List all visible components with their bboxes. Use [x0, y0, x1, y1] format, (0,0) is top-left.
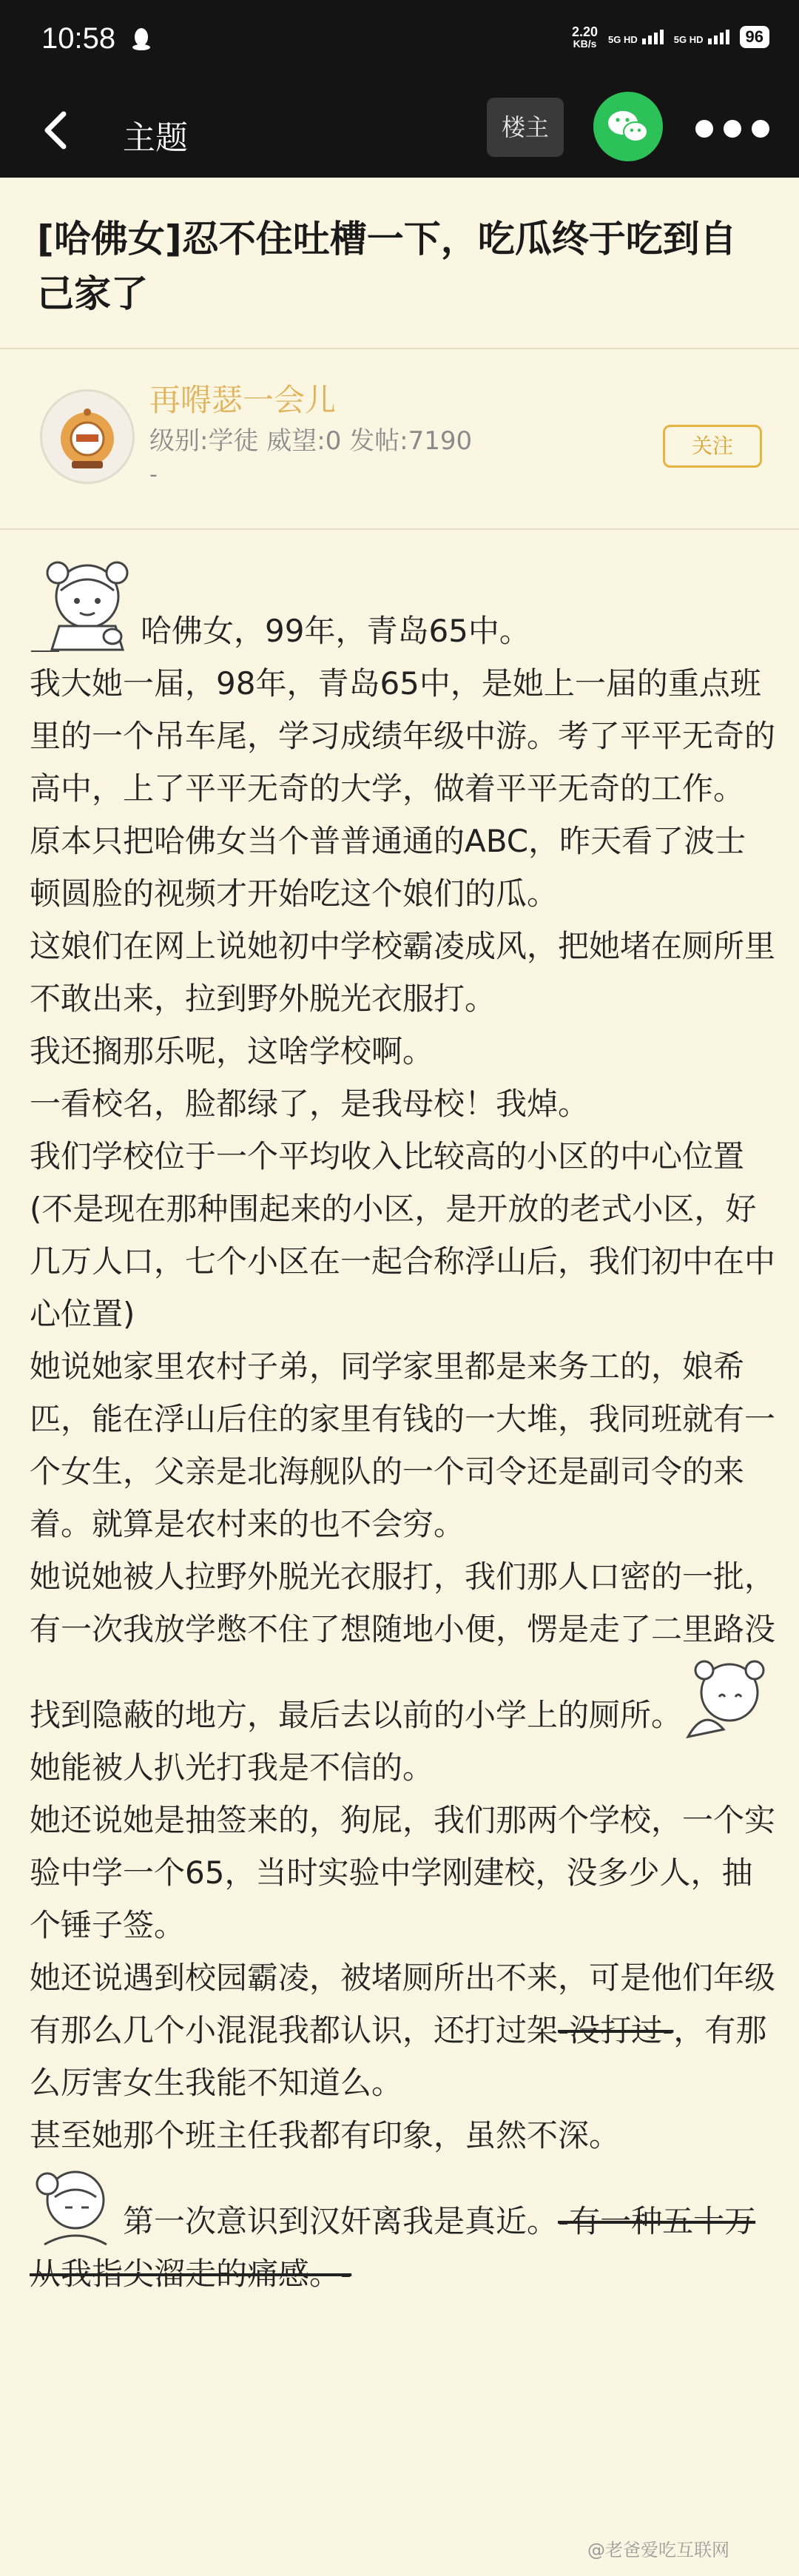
wechat-share-button[interactable] — [593, 92, 663, 161]
follow-button[interactable]: 关注 — [663, 425, 762, 468]
strikethrough-text: -有一种五十万从我指尖溜走的痛感。- — [30, 2203, 756, 2292]
strikethrough-text: -没打过- — [558, 2012, 674, 2048]
post-title: [哈佛女]忍不住吐槽一下，吃瓜终于吃到自己家了 — [37, 218, 737, 315]
network-speed: 2.20 KB/s — [572, 24, 599, 50]
paragraph: 这娘们在网上说她初中学校霸凌成风，把她堵在厕所里不敢出来，拉到野外脱光衣服打。 — [30, 928, 776, 1017]
battery-icon: 96 — [740, 26, 769, 48]
qq-penguin-icon — [132, 27, 151, 50]
status-time: 10:58 — [41, 22, 116, 55]
diver-girl-sticker-icon — [30, 2162, 123, 2247]
paragraph: 她还说遇到校园霸凌，被堵厕所出不来，可是他们年级有那么几个小混混我都认识，还打过架-没打过-，有那么厉害女生我能不知道么。 — [30, 1960, 776, 2101]
paragraph: 她说她被人拉野外脱光衣服打，我们那人口密的一批，有一次我放学憋不住了想随地小便，愣是走了二里路没找到隐蔽的地方，最后去以前的小学上的厕所。她能被人扒光打我是不信的。 — [30, 1558, 776, 1786]
nav-bar — [0, 81, 799, 178]
fan-girl-sticker-icon — [682, 1655, 775, 1741]
status-bar — [0, 0, 799, 81]
paragraph: 哈佛女，99年，青岛65中。 — [30, 554, 777, 657]
paragraph: 她说她家里农村子弟，同学家里都是来务工的，娘希匹，能在浮山后住的家里有钱的一大堆，我同班就有一个女生，父亲是北海舰队的一个司令还是副司令的来着。就算是农村来的也不会穷。 — [30, 1348, 776, 1542]
paragraph: 她还说她是抽签来的，狗屁，我们那两个学校，一个实验中学一个65，当时实验中学刚建校，没多少人，抽个锤子签。 — [30, 1802, 776, 1943]
paragraph: 原本只把哈佛女当个普普通通的ABC，昨天看了波士顿圆脸的视频才开始吃这个娘们的瓜。 — [30, 823, 746, 912]
signal-strength-icon-2: 5G HD — [674, 30, 729, 44]
author-name[interactable]: 再嘚瑟一会儿 — [149, 382, 337, 418]
wechat-icon — [593, 92, 663, 161]
paragraph: 第一次意识到汉奸离我是真近。-有一种五十万从我指尖溜走的痛感。- — [30, 2162, 777, 2300]
divider — [0, 528, 799, 530]
post-content — [30, 554, 777, 2300]
paragraph: 甚至她那个班主任我都有印象，虽然不深。 — [30, 2117, 621, 2153]
nav-title: 主题 — [123, 119, 188, 157]
watermark: @老爸爱吃互联网 — [587, 2540, 729, 2560]
avatar[interactable] — [40, 389, 135, 484]
diving-helmet-avatar-icon — [42, 391, 132, 482]
more-options-icon[interactable] — [695, 120, 769, 141]
author-info: 级别:学徒 威望:0 发帖:7190 — [149, 426, 473, 456]
author-extra: - — [149, 462, 158, 488]
paragraph: 一看校名，脸都绿了，是我母校！我焯。 — [30, 1086, 590, 1122]
signal-strength-icon: 5G HD — [608, 30, 664, 44]
op-only-button[interactable]: 楼主 — [487, 98, 564, 157]
back-arrow-icon[interactable] — [41, 110, 71, 151]
divider — [0, 348, 799, 349]
paragraph: 我们学校位于一个平均收入比较高的小区的中心位置(不是现在那种围起来的小区，是开放的老式小区，好几万人口，七个小区在一起合称浮山后，我们初中在中心位置) — [30, 1138, 776, 1332]
paragraph: 我还搁那乐呢，这啥学校啊。 — [30, 1033, 434, 1069]
paragraph: 我大她一届，98年，青岛65中，是她上一届的重点班里的一个吊车尾，学习成绩年级中游。考了平平无奇的高中，上了平平无奇的大学，做着平平无奇的工作。 — [30, 665, 776, 807]
girl-sticker-icon — [30, 554, 141, 657]
